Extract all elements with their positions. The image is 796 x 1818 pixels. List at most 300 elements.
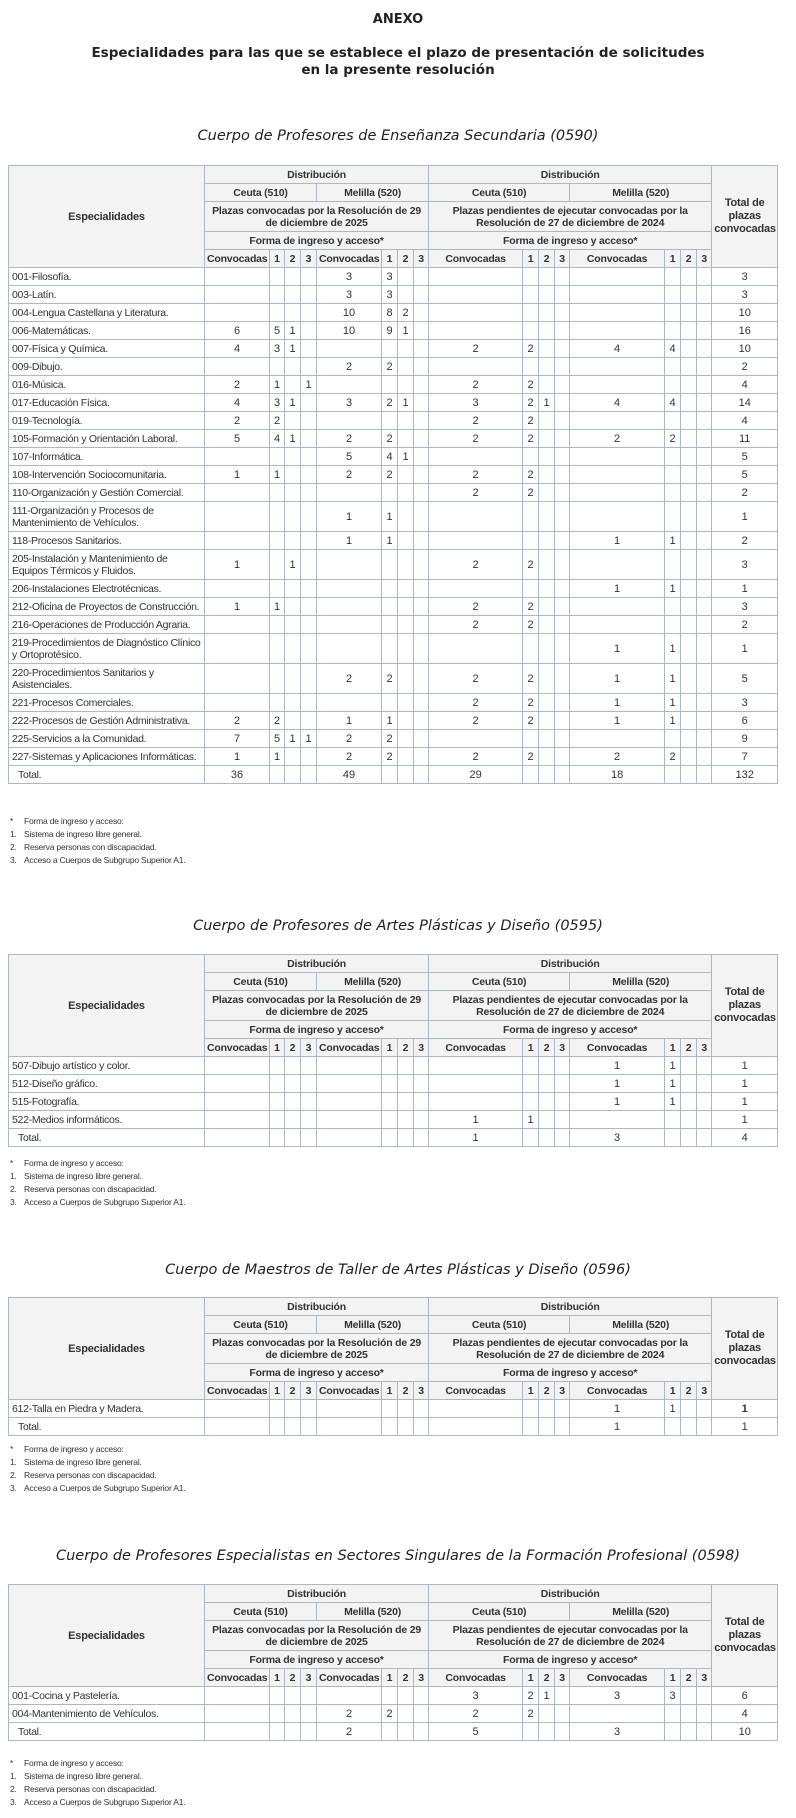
value-cell xyxy=(555,340,570,358)
value-cell xyxy=(414,1723,429,1741)
header-especialidades: Especialidades xyxy=(9,955,205,1057)
value-cell: 1 xyxy=(570,532,665,550)
value-cell xyxy=(301,358,317,376)
value-cell xyxy=(317,694,382,712)
value-cell xyxy=(205,1723,270,1741)
value-cell xyxy=(414,268,429,286)
header-col-3: 3 xyxy=(697,250,712,268)
value-cell: 3 xyxy=(665,1687,681,1705)
value-cell xyxy=(555,1129,570,1147)
value-cell: 2 xyxy=(429,550,523,580)
value-cell: 2 xyxy=(523,598,539,616)
value-cell xyxy=(681,748,697,766)
value-cell xyxy=(570,322,665,340)
header-forma-2024: Forma de ingreso y acceso* xyxy=(429,1364,712,1382)
value-cell xyxy=(301,466,317,484)
value-cell xyxy=(414,322,429,340)
value-cell xyxy=(665,358,681,376)
value-cell: 1 xyxy=(382,712,398,730)
value-cell xyxy=(429,580,523,598)
value-cell: 1 xyxy=(665,634,681,664)
table-row xyxy=(9,580,778,598)
value-cell xyxy=(665,766,681,784)
table-row xyxy=(9,532,778,550)
header-col-2: 2 xyxy=(285,1382,301,1400)
header-forma-2024: Forma de ingreso y acceso* xyxy=(429,232,712,250)
value-cell xyxy=(205,1057,270,1075)
value-cell: 2 xyxy=(570,430,665,448)
value-cell: 2 xyxy=(270,412,285,430)
value-cell xyxy=(570,466,665,484)
value-cell: 1 xyxy=(665,532,681,550)
value-cell xyxy=(539,580,555,598)
value-cell: 3 xyxy=(570,1129,665,1147)
value-cell xyxy=(681,550,697,580)
header-ceuta-2025: Ceuta (510) xyxy=(205,973,317,991)
value-cell xyxy=(317,616,382,634)
value-cell xyxy=(429,1400,523,1418)
value-cell xyxy=(697,484,712,502)
value-cell xyxy=(398,340,414,358)
value-cell xyxy=(301,1723,317,1741)
value-cell xyxy=(382,376,398,394)
header-convocadas: Convocadas xyxy=(570,1039,665,1057)
value-cell: 2 xyxy=(382,1705,398,1723)
value-cell xyxy=(429,322,523,340)
value-cell xyxy=(697,1129,712,1147)
total-label: Total. xyxy=(9,766,205,784)
value-cell xyxy=(681,1705,697,1723)
header-plazas-2024: Plazas pendientes de ejecutar convocadas por la Resolución de 27 de diciembre de 2024 xyxy=(429,202,712,232)
value-cell xyxy=(555,1723,570,1741)
value-cell xyxy=(414,304,429,322)
value-cell xyxy=(555,268,570,286)
value-cell xyxy=(570,1111,665,1129)
value-cell xyxy=(570,376,665,394)
value-cell xyxy=(270,1400,285,1418)
value-cell xyxy=(285,1723,301,1741)
value-cell xyxy=(681,634,697,664)
value-cell xyxy=(539,1400,555,1418)
value-cell xyxy=(285,484,301,502)
value-cell xyxy=(398,286,414,304)
value-cell xyxy=(270,1705,285,1723)
value-cell xyxy=(523,766,539,784)
value-cell xyxy=(697,340,712,358)
value-cell xyxy=(285,466,301,484)
value-cell xyxy=(429,502,523,532)
value-cell xyxy=(270,1075,285,1093)
value-cell: 1 xyxy=(570,694,665,712)
value-cell xyxy=(555,550,570,580)
value-cell xyxy=(382,598,398,616)
value-cell xyxy=(523,448,539,466)
value-cell xyxy=(414,580,429,598)
value-cell xyxy=(301,748,317,766)
specialties-table-2 xyxy=(8,1297,778,1436)
header-col-2: 2 xyxy=(539,1669,555,1687)
header-col-3: 3 xyxy=(414,1382,429,1400)
value-cell xyxy=(697,466,712,484)
value-cell xyxy=(270,580,285,598)
value-cell xyxy=(555,448,570,466)
value-cell xyxy=(414,598,429,616)
value-cell xyxy=(681,712,697,730)
value-cell: 2 xyxy=(382,430,398,448)
table-row xyxy=(9,376,778,394)
value-cell: 1 xyxy=(665,1075,681,1093)
value-cell xyxy=(398,598,414,616)
value-cell xyxy=(681,1057,697,1075)
value-cell xyxy=(301,286,317,304)
table-row xyxy=(9,664,778,694)
total-cell: 4 xyxy=(712,1129,778,1147)
header-especialidades: Especialidades xyxy=(9,1298,205,1400)
value-cell: 1 xyxy=(570,1057,665,1075)
value-cell xyxy=(414,766,429,784)
value-cell xyxy=(555,1075,570,1093)
value-cell: 2 xyxy=(429,376,523,394)
total-cell: 5 xyxy=(712,664,778,694)
header-distribucion-2025: Distribución xyxy=(205,166,429,184)
value-cell: 2 xyxy=(429,484,523,502)
value-cell xyxy=(270,502,285,532)
total-cell: 1 xyxy=(712,1093,778,1111)
value-cell xyxy=(681,304,697,322)
value-cell xyxy=(523,358,539,376)
value-cell xyxy=(270,634,285,664)
value-cell: 2 xyxy=(382,394,398,412)
subtitle-line-2: en la presente resolución xyxy=(301,62,495,78)
value-cell: 1 xyxy=(570,664,665,694)
value-cell: 4 xyxy=(270,430,285,448)
value-cell xyxy=(382,1075,398,1093)
footnote-1: 1. Sistema de ingreso libre general. xyxy=(10,1171,142,1181)
value-cell xyxy=(539,412,555,430)
header-col-1: 1 xyxy=(665,1039,681,1057)
value-cell: 2 xyxy=(523,340,539,358)
value-cell xyxy=(205,634,270,664)
header-ceuta-2025: Ceuta (510) xyxy=(205,184,317,202)
value-cell xyxy=(697,286,712,304)
specialty-name: 118-Procesos Sanitarios. xyxy=(9,532,205,550)
table-row xyxy=(9,412,778,430)
header-forma-2025: Forma de ingreso y acceso* xyxy=(205,1651,429,1669)
table-row xyxy=(9,394,778,412)
value-cell xyxy=(414,694,429,712)
value-cell xyxy=(382,634,398,664)
value-cell xyxy=(270,448,285,466)
value-cell xyxy=(317,484,382,502)
table-row xyxy=(9,430,778,448)
value-cell xyxy=(205,286,270,304)
header-forma-2025: Forma de ingreso y acceso* xyxy=(205,1364,429,1382)
header-total: Total de plazas convocadas xyxy=(712,1585,778,1687)
value-cell xyxy=(398,694,414,712)
header-melilla-2024: Melilla (520) xyxy=(570,184,712,202)
value-cell xyxy=(205,616,270,634)
value-cell xyxy=(317,412,382,430)
header-distribucion-2025: Distribución xyxy=(205,1585,429,1603)
value-cell: 1 xyxy=(523,1111,539,1129)
value-cell: 2 xyxy=(317,748,382,766)
value-cell xyxy=(398,1129,414,1147)
value-cell: 2 xyxy=(429,340,523,358)
value-cell xyxy=(301,1111,317,1129)
header-col-1: 1 xyxy=(270,1669,285,1687)
value-cell xyxy=(398,634,414,664)
value-cell xyxy=(414,466,429,484)
value-cell xyxy=(539,694,555,712)
header-col-3: 3 xyxy=(301,1669,317,1687)
value-cell: 2 xyxy=(382,748,398,766)
total-cell: 2 xyxy=(712,358,778,376)
value-cell xyxy=(697,730,712,748)
total-cell: 1 xyxy=(712,1400,778,1418)
specialty-name: 512-Diseño gráfico. xyxy=(9,1075,205,1093)
value-cell xyxy=(205,1093,270,1111)
value-cell xyxy=(697,1075,712,1093)
value-cell xyxy=(665,376,681,394)
value-cell xyxy=(555,1418,570,1436)
value-cell xyxy=(523,1075,539,1093)
total-cell: 3 xyxy=(712,286,778,304)
value-cell xyxy=(570,730,665,748)
value-cell: 8 xyxy=(382,304,398,322)
specialty-name: 216-Operaciones de Producción Agraria. xyxy=(9,616,205,634)
value-cell: 1 xyxy=(570,1400,665,1418)
specialty-name: 108-Intervención Sociocomunitaria. xyxy=(9,466,205,484)
value-cell xyxy=(681,1093,697,1111)
value-cell xyxy=(382,1093,398,1111)
specialty-name: 001-Cocina y Pastelería. xyxy=(9,1687,205,1705)
value-cell xyxy=(570,502,665,532)
value-cell xyxy=(429,1418,523,1436)
total-cell: 9 xyxy=(712,730,778,748)
value-cell xyxy=(270,358,285,376)
value-cell xyxy=(555,394,570,412)
header-col-3: 3 xyxy=(555,250,570,268)
header-especialidades: Especialidades xyxy=(9,166,205,268)
footnote-3: 3. Acceso a Cuerpos de Subgrupo Superior A1. xyxy=(10,1483,186,1493)
footnote-3: 3. Acceso a Cuerpos de Subgrupo Superior A1. xyxy=(10,855,186,865)
value-cell xyxy=(270,1687,285,1705)
specialty-name: 507-Dibujo artístico y color. xyxy=(9,1057,205,1075)
value-cell xyxy=(429,268,523,286)
value-cell xyxy=(205,1075,270,1093)
value-cell xyxy=(555,532,570,550)
value-cell xyxy=(555,1705,570,1723)
total-cell: 11 xyxy=(712,430,778,448)
header-melilla-2024: Melilla (520) xyxy=(570,1316,712,1334)
value-cell xyxy=(285,616,301,634)
value-cell: 7 xyxy=(205,730,270,748)
value-cell: 2 xyxy=(523,466,539,484)
value-cell xyxy=(665,466,681,484)
value-cell xyxy=(697,664,712,694)
header-forma-2025: Forma de ingreso y acceso* xyxy=(205,232,429,250)
value-cell xyxy=(414,1093,429,1111)
value-cell xyxy=(570,286,665,304)
value-cell: 2 xyxy=(382,466,398,484)
total-cell: 10 xyxy=(712,304,778,322)
value-cell: 1 xyxy=(665,1057,681,1075)
total-cell: 6 xyxy=(712,1687,778,1705)
specialty-name: 110-Organización y Gestión Comercial. xyxy=(9,484,205,502)
value-cell: 9 xyxy=(382,322,398,340)
specialty-name: 515-Fotografía. xyxy=(9,1093,205,1111)
value-cell xyxy=(697,766,712,784)
header-col-2: 2 xyxy=(398,1669,414,1687)
value-cell xyxy=(429,448,523,466)
specialty-name: 107-Informática. xyxy=(9,448,205,466)
header-col-1: 1 xyxy=(665,250,681,268)
value-cell xyxy=(665,1129,681,1147)
value-cell: 4 xyxy=(570,394,665,412)
value-cell xyxy=(555,748,570,766)
value-cell xyxy=(665,286,681,304)
table-row xyxy=(9,616,778,634)
value-cell xyxy=(205,1400,270,1418)
value-cell xyxy=(681,616,697,634)
header-convocadas: Convocadas xyxy=(317,1382,382,1400)
value-cell xyxy=(697,748,712,766)
value-cell xyxy=(523,1129,539,1147)
header-melilla-2025: Melilla (520) xyxy=(317,1603,429,1621)
table-row xyxy=(9,1111,778,1129)
total-cell: 5 xyxy=(712,466,778,484)
value-cell xyxy=(539,358,555,376)
value-cell xyxy=(429,1093,523,1111)
value-cell xyxy=(398,664,414,694)
value-cell xyxy=(205,694,270,712)
value-cell xyxy=(398,580,414,598)
value-cell xyxy=(539,1723,555,1741)
value-cell xyxy=(382,1129,398,1147)
total-row xyxy=(9,766,778,784)
value-cell xyxy=(539,1129,555,1147)
value-cell xyxy=(205,1418,270,1436)
header-distribucion-2024: Distribución xyxy=(429,166,712,184)
table-row xyxy=(9,1687,778,1705)
value-cell xyxy=(570,412,665,430)
value-cell: 1 xyxy=(570,1075,665,1093)
header-col-1: 1 xyxy=(523,1669,539,1687)
value-cell xyxy=(555,580,570,598)
value-cell: 3 xyxy=(429,394,523,412)
specialty-name: 522-Medios informáticos. xyxy=(9,1111,205,1129)
value-cell xyxy=(539,532,555,550)
table-row xyxy=(9,304,778,322)
value-cell xyxy=(398,730,414,748)
header-convocadas: Convocadas xyxy=(205,1039,270,1057)
value-cell: 3 xyxy=(570,1723,665,1741)
header-total: Total de plazas convocadas xyxy=(712,166,778,268)
value-cell xyxy=(665,322,681,340)
value-cell xyxy=(270,532,285,550)
value-cell xyxy=(539,286,555,304)
value-cell xyxy=(414,1400,429,1418)
header-ceuta-2025: Ceuta (510) xyxy=(205,1316,317,1334)
value-cell: 4 xyxy=(205,394,270,412)
value-cell xyxy=(681,598,697,616)
value-cell xyxy=(414,1687,429,1705)
value-cell xyxy=(570,268,665,286)
value-cell xyxy=(301,1057,317,1075)
header-col-2: 2 xyxy=(539,1382,555,1400)
value-cell xyxy=(285,1418,301,1436)
header-melilla-2025: Melilla (520) xyxy=(317,1316,429,1334)
value-cell: 2 xyxy=(317,1705,382,1723)
value-cell xyxy=(523,286,539,304)
value-cell xyxy=(697,376,712,394)
value-cell xyxy=(382,1057,398,1075)
value-cell xyxy=(205,664,270,694)
value-cell xyxy=(665,1723,681,1741)
value-cell xyxy=(429,286,523,304)
value-cell xyxy=(270,304,285,322)
value-cell xyxy=(285,694,301,712)
value-cell xyxy=(398,1687,414,1705)
value-cell xyxy=(398,712,414,730)
value-cell: 2 xyxy=(205,712,270,730)
value-cell xyxy=(665,598,681,616)
value-cell xyxy=(382,484,398,502)
value-cell: 3 xyxy=(317,394,382,412)
specialty-name: 004-Mantenimiento de Vehículos. xyxy=(9,1705,205,1723)
header-col-3: 3 xyxy=(697,1039,712,1057)
value-cell xyxy=(697,448,712,466)
total-row xyxy=(9,1129,778,1147)
value-cell xyxy=(697,1723,712,1741)
total-cell: 3 xyxy=(712,550,778,580)
table-row xyxy=(9,1705,778,1723)
value-cell: 2 xyxy=(429,412,523,430)
value-cell xyxy=(382,616,398,634)
value-cell: 18 xyxy=(570,766,665,784)
value-cell xyxy=(301,1093,317,1111)
value-cell: 1 xyxy=(270,466,285,484)
header-col-1: 1 xyxy=(270,1382,285,1400)
value-cell xyxy=(382,1687,398,1705)
header-col-3: 3 xyxy=(555,1382,570,1400)
value-cell: 4 xyxy=(570,340,665,358)
value-cell xyxy=(697,430,712,448)
value-cell xyxy=(539,340,555,358)
value-cell xyxy=(681,340,697,358)
value-cell: 1 xyxy=(665,580,681,598)
specialty-name: 105-Formación y Orientación Laboral. xyxy=(9,430,205,448)
value-cell xyxy=(681,268,697,286)
value-cell xyxy=(697,394,712,412)
section-title: Cuerpo de Profesores Especialistas en Sectores Singulares de la Formación Profesional (0598) xyxy=(55,1548,741,1564)
value-cell xyxy=(317,550,382,580)
value-cell xyxy=(697,502,712,532)
value-cell: 1 xyxy=(205,550,270,580)
total-row xyxy=(9,1723,778,1741)
value-cell: 2 xyxy=(523,694,539,712)
value-cell xyxy=(681,286,697,304)
header-col-1: 1 xyxy=(382,1382,398,1400)
table-row xyxy=(9,286,778,304)
value-cell: 1 xyxy=(539,394,555,412)
value-cell xyxy=(382,580,398,598)
value-cell: 1 xyxy=(570,712,665,730)
value-cell xyxy=(414,1075,429,1093)
header-col-2: 2 xyxy=(398,250,414,268)
value-cell xyxy=(665,730,681,748)
value-cell: 2 xyxy=(523,484,539,502)
